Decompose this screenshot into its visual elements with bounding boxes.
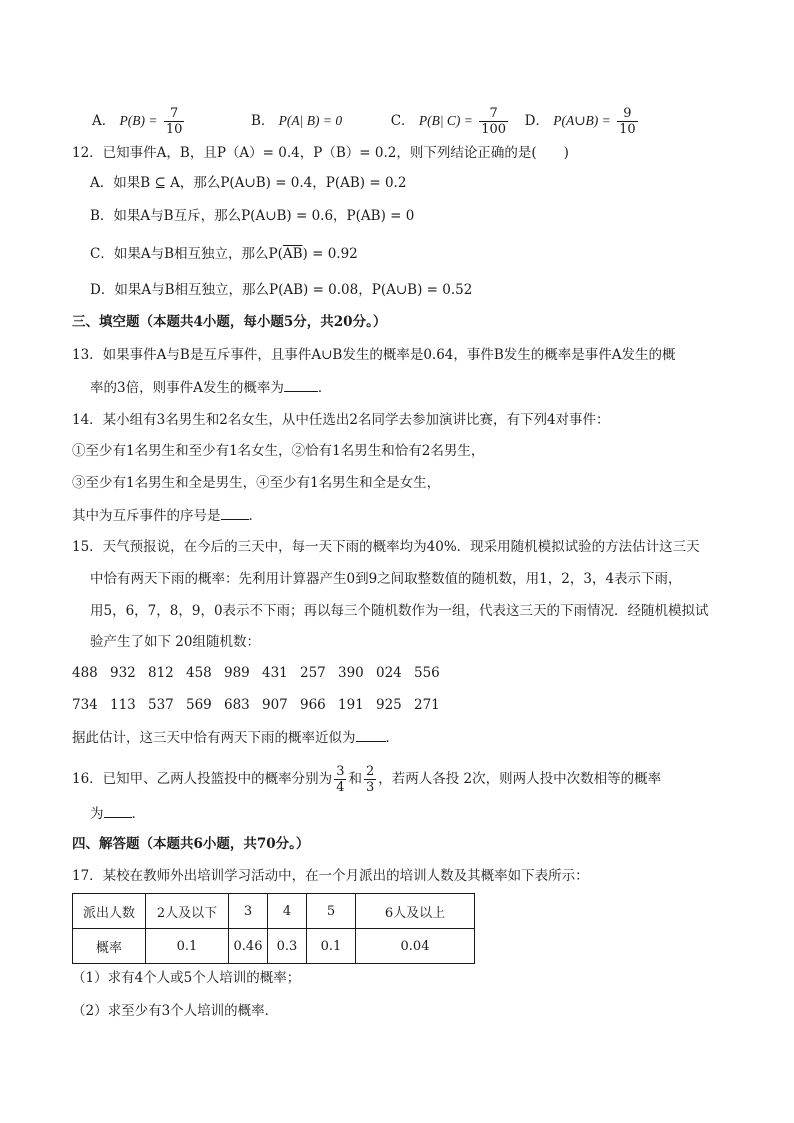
- table-cell: 5: [307, 894, 356, 929]
- q15-line-1: 15．天气预报说，在今后的三天中，每一天下雨的概率均为40%．现采用随机模拟试验的方法估计这三天: [72, 539, 700, 555]
- table-cell: 0.3: [268, 929, 307, 964]
- q11-options: [92, 106, 640, 137]
- table-cell: 3: [229, 894, 268, 929]
- probability-table: [72, 893, 475, 964]
- random-number: 925: [376, 697, 402, 713]
- q11-option-c: C． P(B| C) = $\frac{7}{100}$: [390, 106, 507, 137]
- random-number: 734: [72, 697, 98, 713]
- random-number: 113: [110, 697, 136, 713]
- table-row: [73, 929, 475, 964]
- table-cell: 0.1: [146, 929, 229, 964]
- q12-stem: 12．已知事件A，B，且P（A）= 0.4，P（B）= 0.2，则下列结论正确的是( ): [72, 145, 569, 161]
- random-number: 488: [72, 665, 98, 681]
- q15-line-3: 用5，6，7，8，9，0表示不下雨；再以每三个随机数作为一组，代表这三天的下雨情况．经随机模拟试: [90, 603, 709, 619]
- random-number: 907: [262, 697, 288, 713]
- random-number: 812: [148, 665, 174, 681]
- q12-option-d: D．如果A与B相互独立，那么P(AB) = 0.08，P(A∪B) = 0.52: [90, 282, 473, 298]
- table-cell: 4: [268, 894, 307, 929]
- table-cell: 0.1: [307, 929, 356, 964]
- answer-blank: [284, 377, 318, 392]
- random-number-row-1: [72, 663, 452, 683]
- q12-option-b: B．如果A与B互斥，那么P(A∪B) = 0.6，P(AB) = 0: [90, 208, 415, 224]
- q13-line-2: 率的3倍，则事件A发生的概率为 ．: [90, 377, 331, 398]
- fraction: $\frac{3}{4}$: [336, 764, 345, 795]
- random-number: 024: [376, 665, 402, 681]
- q17-stem: 17．某校在教师外出培训学习活动中，在一个月派出的培训人数及其概率如下表所示：: [72, 868, 589, 884]
- random-number: 569: [186, 697, 212, 713]
- q14-line-1: 14．某小组有3名男生和2名女生，从中任选出2名同学去参加演讲比赛，有下列4对事件：: [72, 412, 610, 428]
- random-number: 257: [300, 665, 326, 681]
- section-3-title: 三、填空题（本题共4小题，每小题5分，共20分。）: [72, 314, 387, 330]
- q12-option-c: C．如果A与B相互独立，那么$P(\overline{AB}) = 0.92$: [90, 246, 358, 262]
- fraction: $\frac{7}{100}$: [481, 106, 507, 137]
- q11-option-a: A． P(B) = $\frac{7}{10}$: [92, 106, 183, 137]
- random-number: 390: [338, 665, 364, 681]
- answer-blank: [104, 803, 132, 818]
- q11-option-d: D． P(A∪B) = $\frac{9}{10}$: [524, 106, 636, 137]
- q11-option-b: B． P(A| B) = 0: [250, 113, 343, 129]
- q14-line-3: ③至少有1名男生和全是男生，④至少有1名男生和全是女生，: [72, 475, 441, 491]
- answer-blank: [221, 505, 249, 520]
- fraction: $\frac{2}{3}$: [365, 764, 375, 795]
- random-number: 683: [224, 697, 250, 713]
- table-cell: 2人及以下: [146, 894, 229, 929]
- section-4-title: 四、解答题（本题共6小题，共70分。）: [72, 836, 310, 852]
- q17-sub-2: （2）求至少有3个人培训的概率．: [72, 1003, 279, 1019]
- table-cell: 0.46: [229, 929, 268, 964]
- overlined-ab: $\overline{AB}$: [282, 246, 303, 262]
- table-cell: 派出人数: [73, 894, 146, 929]
- random-number: 458: [186, 665, 212, 681]
- q14-line-4: 其中为互斥事件的序号是 ．: [72, 505, 262, 526]
- q17-sub-1: （1）求有4个人或5个人培训的概率；: [72, 970, 301, 986]
- random-number: 556: [414, 665, 440, 681]
- answer-blank: [356, 727, 386, 742]
- q16-line-2: 为 ．: [90, 803, 145, 824]
- table-cell: 概率: [73, 929, 146, 964]
- q13-line-1: 13．如果事件A与B是互斥事件，且事件A∪B发生的概率是0.64，事件B发生的概率是事件A发生的概: [72, 347, 676, 363]
- table-header-row: [73, 894, 475, 929]
- fraction: $\frac{7}{10}$: [165, 106, 183, 137]
- random-number: 966: [300, 697, 326, 713]
- random-number: 989: [224, 665, 250, 681]
- table-cell: 0.04: [356, 929, 475, 964]
- q16-line-1: 16．已知甲、乙两人投篮投中的概率分别为 $\frac{3}{4}$ 和 $\frac{2}{3}$ ，若两人各投 2次，则两人投中次数相等的概率: [72, 764, 662, 795]
- random-number-row-2: [72, 695, 452, 715]
- q15-line-4: 验产生了如下 20组随机数：: [90, 634, 260, 650]
- q14-line-2: ①至少有1名男生和至少有1名女生，②恰有1名男生和恰有2名男生，: [72, 443, 485, 459]
- q15-line-5: 据此估计，这三天中恰有两天下雨的概率近似为 ．: [72, 727, 399, 748]
- random-number: 537: [148, 697, 174, 713]
- q12-option-a: A．如果B ⊆ A，那么P(A∪B) = 0.4，P(AB) = 0.2: [90, 175, 407, 191]
- random-number: 932: [110, 665, 136, 681]
- random-number: 271: [414, 697, 440, 713]
- fraction: $\frac{9}{10}$: [619, 106, 636, 137]
- random-number: 431: [262, 665, 288, 681]
- table-cell: 6人及以上: [356, 894, 475, 929]
- q15-line-2: 中恰有两天下雨的概率：先利用计算器产生0到9之间取整数值的随机数，用1，2，3，4表示下雨，: [90, 571, 682, 587]
- random-number: 191: [338, 697, 364, 713]
